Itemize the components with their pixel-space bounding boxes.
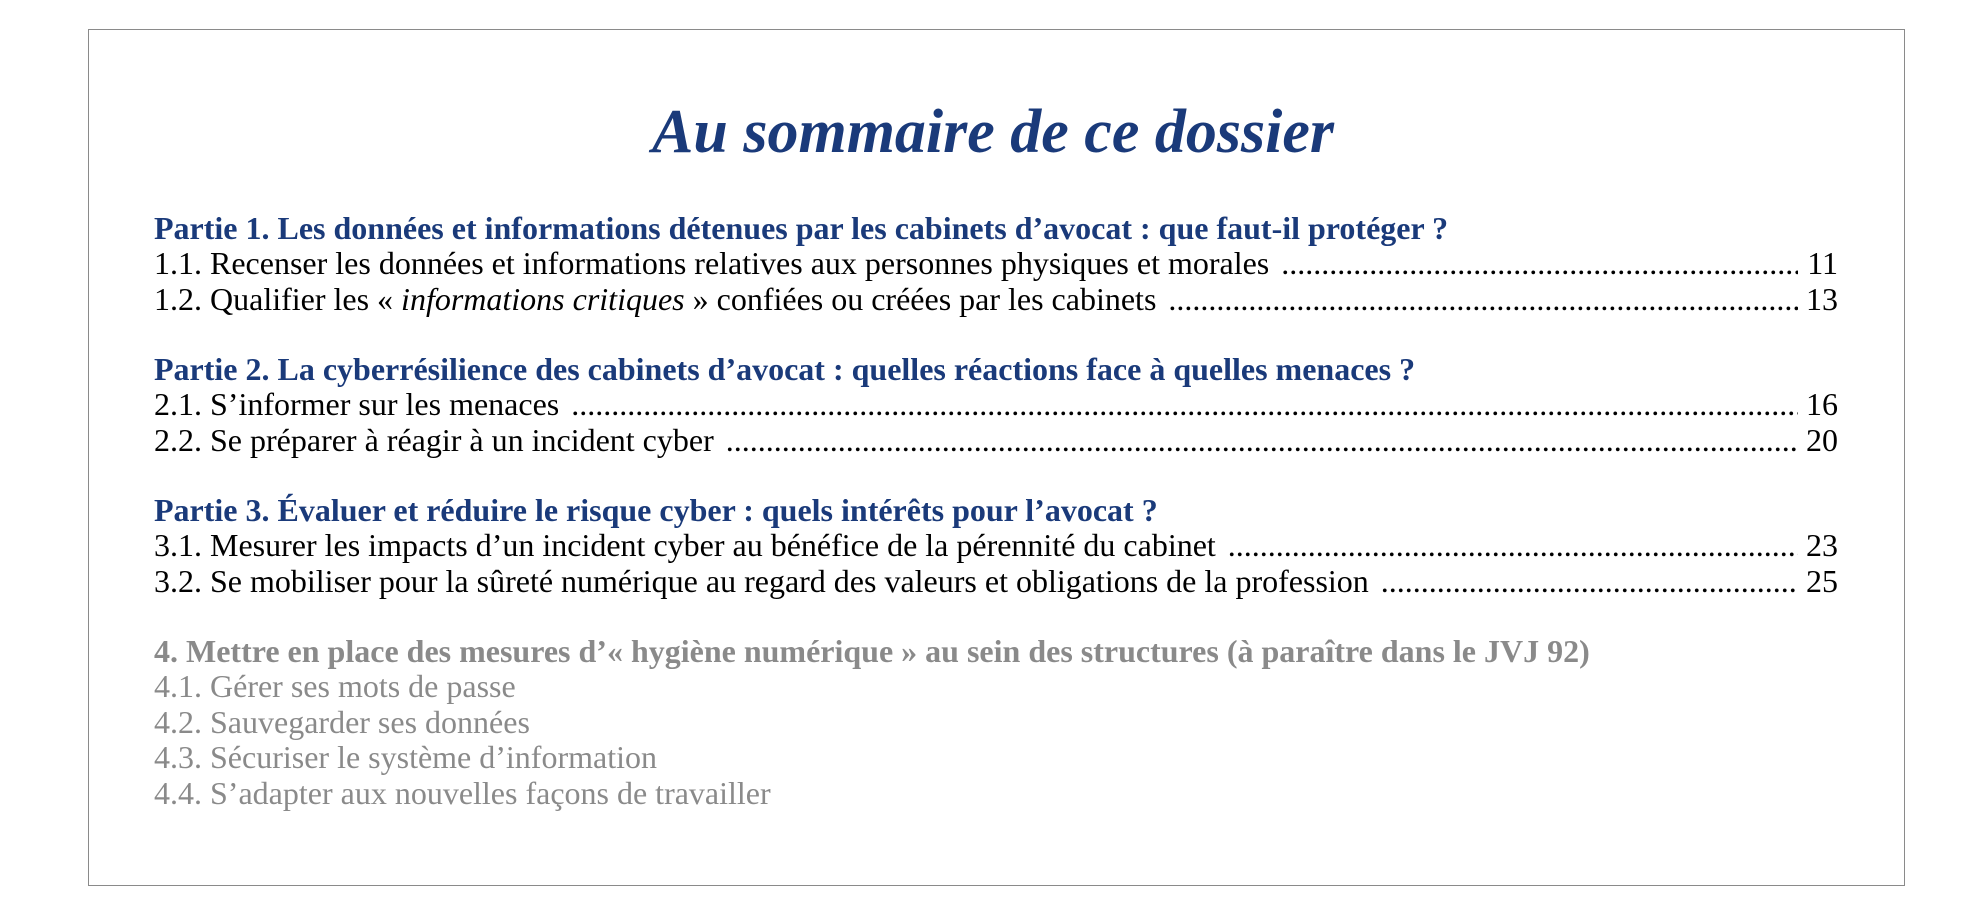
toc-entry bbox=[154, 705, 1838, 741]
entry-label: Se préparer à réagir à un incident cyber bbox=[210, 421, 714, 458]
entry-number: 3.2. bbox=[154, 562, 202, 599]
dot-leader bbox=[726, 423, 1798, 459]
toc-section-part-1 bbox=[154, 210, 1838, 317]
dot-leader bbox=[1281, 246, 1798, 282]
entry-number: 3.1. bbox=[154, 527, 202, 563]
toc-section-part-4 bbox=[154, 633, 1838, 811]
entry-page-number: 25 bbox=[1806, 562, 1838, 599]
entry-label-after: » confiées ou créées par les cabinets bbox=[684, 280, 1157, 317]
dot-leader bbox=[1168, 282, 1798, 318]
entry-label: Mesurer les impacts d’un incident cyber au bénéfice de la pérennité du cabinet bbox=[210, 527, 1216, 563]
entry-number: 4.4. bbox=[154, 774, 202, 811]
toc-entry[interactable] bbox=[154, 423, 1838, 459]
entry-page-number: 23 bbox=[1806, 527, 1838, 563]
entry-label-before: Qualifier les « bbox=[210, 280, 402, 317]
part-heading: Partie 2. La cyberrésilience des cabinets d’avocat : quelles réactions face à quelles menaces ? bbox=[154, 351, 1416, 387]
part-heading: 4. Mettre en place des mesures d’« hygiène numérique » au sein des structures (à paraître dans le JVJ 92) bbox=[154, 633, 1590, 669]
toc-entry bbox=[154, 740, 1838, 776]
toc-entry[interactable] bbox=[154, 564, 1838, 600]
entry-page-number: 16 bbox=[1806, 386, 1838, 422]
entry-label: Gérer ses mots de passe bbox=[210, 668, 516, 704]
toc-entry[interactable] bbox=[154, 387, 1838, 423]
toc-entry[interactable] bbox=[154, 282, 1838, 318]
entry-number: 1.2. bbox=[154, 280, 202, 317]
entry-label: S’adapter aux nouvelles façons de travailler bbox=[210, 774, 771, 811]
entry-number: 2.1. bbox=[154, 386, 202, 422]
toc-entry[interactable] bbox=[154, 246, 1838, 282]
entry-label: Sauvegarder ses données bbox=[210, 703, 530, 740]
entry-label: Se mobiliser pour la sûreté numérique au regard des valeurs et obligations de la profession bbox=[210, 562, 1369, 599]
entry-number: 4.1. bbox=[154, 668, 202, 704]
entry-number: 4.3. bbox=[154, 739, 202, 775]
toc-entry bbox=[154, 776, 1838, 812]
part-heading: Partie 3. Évaluer et réduire le risque cyber : quels intérêts pour l’avocat ? bbox=[154, 492, 1158, 528]
table-of-contents bbox=[154, 210, 1838, 845]
toc-entry[interactable] bbox=[154, 528, 1838, 564]
dot-leader bbox=[1381, 564, 1798, 600]
entry-page-number: 13 bbox=[1806, 280, 1838, 317]
entry-label: Recenser les données et informations relatives aux personnes physiques et morales bbox=[210, 245, 1270, 281]
dot-leader bbox=[1228, 528, 1798, 564]
dot-leader bbox=[571, 387, 1798, 423]
entry-label: S’informer sur les menaces bbox=[210, 386, 560, 422]
entry-page-number: 20 bbox=[1806, 421, 1838, 458]
toc-section-part-3 bbox=[154, 492, 1838, 599]
entry-number: 2.2. bbox=[154, 421, 202, 458]
entry-label-italic: informations critiques bbox=[401, 280, 685, 317]
entry-label: Sécuriser le système d’information bbox=[210, 739, 657, 775]
entry-number: 1.1. bbox=[154, 245, 202, 281]
part-heading: Partie 1. Les données et informations détenues par les cabinets d’avocat : que faut-il protéger ? bbox=[154, 210, 1449, 246]
page-title: Au sommaire de ce dossier bbox=[652, 98, 1334, 166]
entry-page-number: 11 bbox=[1807, 245, 1838, 281]
entry-number: 4.2. bbox=[154, 703, 202, 740]
toc-entry bbox=[154, 669, 1838, 705]
toc-section-part-2 bbox=[154, 351, 1838, 458]
entry-label bbox=[202, 282, 1156, 318]
